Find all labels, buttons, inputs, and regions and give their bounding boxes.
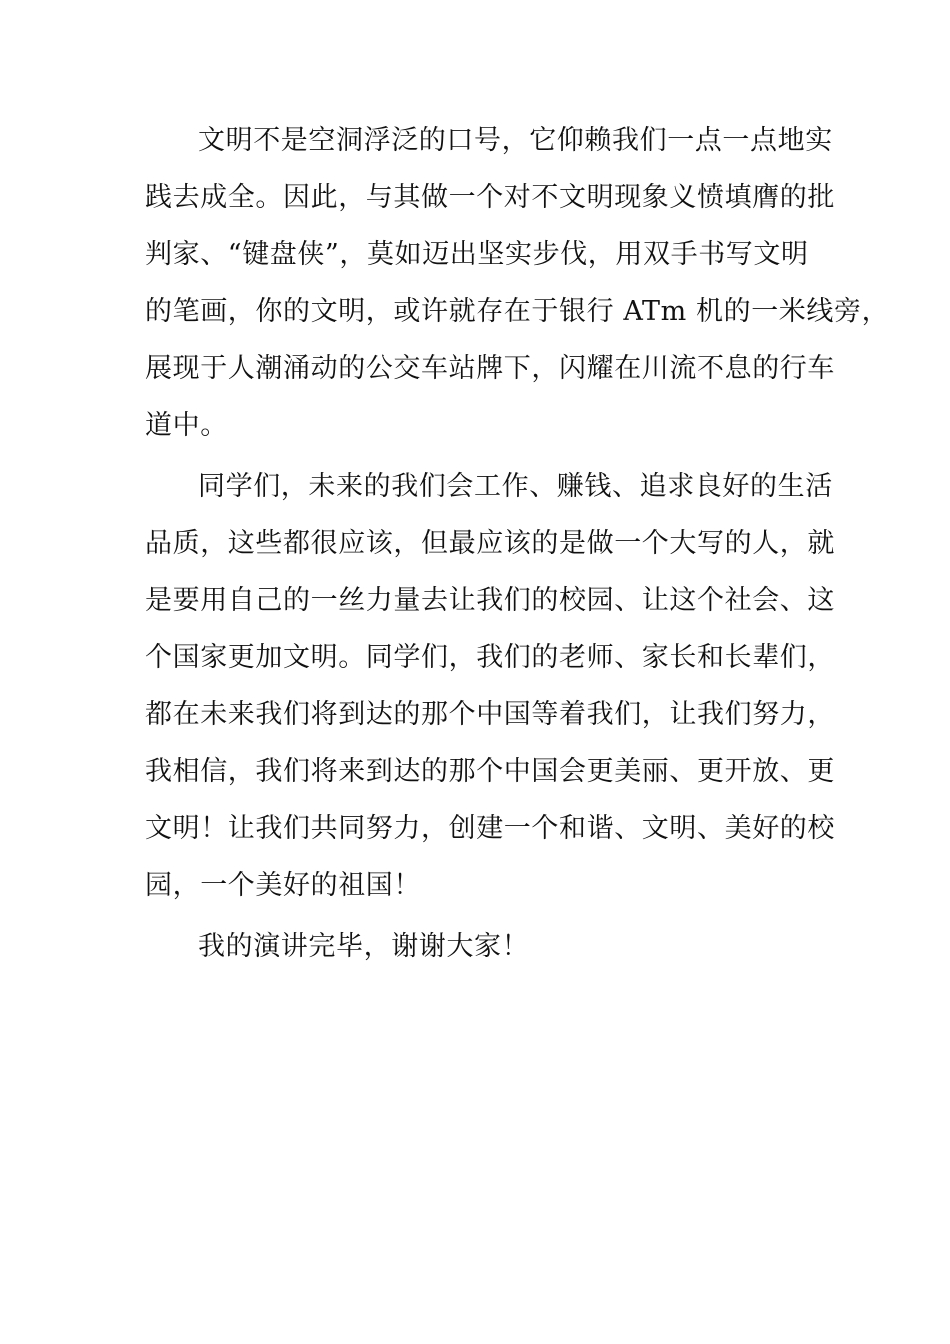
paragraph-line: 我相信，我们将来到达的那个中国会更美丽、更开放、更 xyxy=(145,756,835,787)
paragraph-line: 我的演讲完毕，谢谢大家！ xyxy=(198,931,530,962)
paragraph-line: 的笔画，你的文明，或许就存在于银行 ATm 机的一米线旁， xyxy=(145,296,890,327)
paragraph-line: 园，一个美好的祖国！ xyxy=(145,870,421,901)
paragraph-line: 道中。 xyxy=(145,410,228,441)
paragraph-line: 文明不是空洞浮泛的口号，它仰赖我们一点一点地实 xyxy=(198,125,833,156)
paragraph-line: 品质，这些都很应该，但最应该的是做一个大写的人，就 xyxy=(145,528,835,559)
paragraph-line: 判家、“键盘侠”，莫如迈出坚实步伐，用双手书写文明 xyxy=(145,239,809,270)
paragraph-line: 文明！让我们共同努力，创建一个和谐、文明、美好的校 xyxy=(145,813,835,844)
paragraph-line: 是要用自己的一丝力量去让我们的校园、让这个社会、这 xyxy=(145,585,835,616)
paragraph-line: 个国家更加文明。同学们，我们的老师、家长和长辈们， xyxy=(145,642,835,673)
paragraph-line: 同学们，未来的我们会工作、赚钱、追求良好的生活 xyxy=(198,471,833,502)
paragraph-line: 展现于人潮涌动的公交车站牌下，闪耀在川流不息的行车 xyxy=(145,353,835,384)
paragraph-line: 践去成全。因此，与其做一个对不文明现象义愤填膺的批 xyxy=(145,182,835,213)
paragraph-3 xyxy=(145,918,810,975)
paragraph-1 xyxy=(145,112,890,454)
paragraph-2 xyxy=(145,458,835,914)
paragraph-line: 都在未来我们将到达的那个中国等着我们，让我们努力， xyxy=(145,699,835,730)
